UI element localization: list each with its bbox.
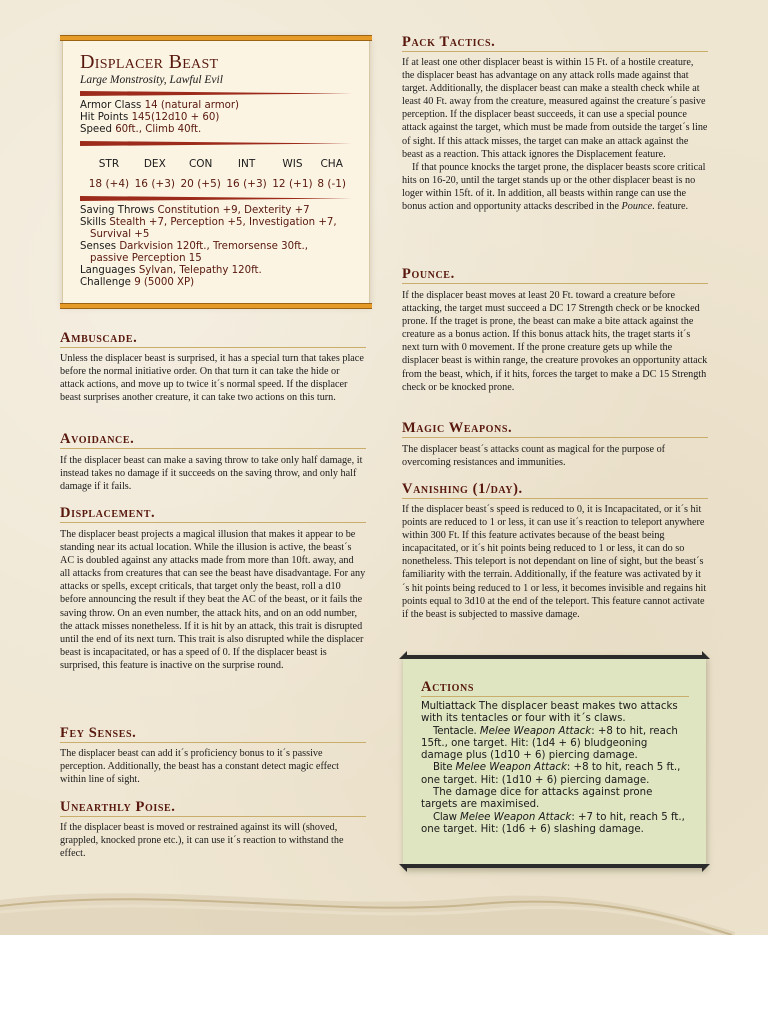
corner-ornament [399, 864, 407, 872]
avoidance-heading: Avoidance. [60, 431, 366, 449]
ability-value: 8 (-1) [317, 178, 347, 190]
ability-value: 20 (+5) [180, 178, 221, 190]
divider [80, 196, 352, 201]
speed-line: Speed 60ft., Climb 40ft. [80, 124, 202, 135]
action-tentacle: Tentacle. Melee Weapon Attack: +8 to hit, reach 15ft., one target. Hit: (1d4 + 6) bludgeoning damage plus (1d10 + 6) piercing damage. [421, 725, 678, 762]
displacement-text: The displacer beast projects a magical illusion that makes it appear to be standing near its actual location. While the illusion is active, the beast´s AC is doubled against any attacks made from more than 10ft. away, and all attacks from creatures that can see the beast have disadvantage. For any attacks or spells, except criticals, that target only the beast, roll a d10 before announcing the result if they beat the AC of the beast, or it fails the saving throw. On an even number, the attack hits, and on an odd number, the attack misses nonetheless. If it is hit by an attack, this trait is disrupted until the end of its next turn. This trait is also disrupted while the displacer beast is incapacitated, or has a speed of 0. If the displacer beast is surprised, this feature is inactive on the surprise round. [60, 529, 366, 671]
action-multiattack: Multiattack The displacer beast makes two attacks with its tentacles or four with it´s claws. [421, 701, 678, 725]
saving-throws-line: Saving Throws Constitution +9, Dexterity +7 [80, 205, 310, 216]
monster-type: Large Monstrosity, Lawful Evil [80, 74, 223, 86]
unearthly-poise-heading: Unearthly Poise. [60, 799, 366, 817]
vanishing-text: If the displacer beast´s speed is reduced to 0, it is Incapacitated, or it´s hit points are reduced to 1 or less, it can use it´s reaction to teleport anywhere within 300 Ft. If this feature activates because of the beast being incapacitated, or it´s hit points being reduced to 1 or less, it can do so nonetheless. This teleport is not dependant on line of sight, but the beast´s familiarity with the terrain. Additionally, if the feature was activated by it´s hit points being reduced to 1 or less, it becomes invisible and regains hit points equal to 3d10 at the end of the teleport. This feature cannot activate if the beast is subjected to massive damage. [402, 504, 707, 620]
action-dice-note: The damage dice for attacks against prone targets are maximised. [421, 787, 653, 811]
actions-box [403, 655, 706, 868]
pounce-heading: Pounce. [402, 266, 708, 284]
action-claw: Claw Melee Weapon Attack: +7 to hit, reach 5 ft., one target. Hit: (1d6 + 6) slashing damage. [421, 811, 685, 835]
action-bite: Bite Melee Weapon Attack: +8 to hit, reach 5 ft., one target. Hit: (1d10 + 6) piercing damage. [421, 762, 681, 786]
skills-line: Skills Stealth +7, Perception +5, Investigation +7, [80, 217, 337, 228]
ability-value: 16 (+3) [134, 178, 175, 190]
languages-line: Languages Sylvan, Telepathy 120ft. [80, 265, 262, 276]
fey-senses-text: The displacer beast can add it´s proficiency bonus to it´s passive perception. Additionally, the beast has a constant detect magic effect within line of sight. [60, 748, 339, 786]
ability-value: 12 (+1) [272, 178, 313, 190]
stat-block-bottom-bar [60, 303, 372, 309]
ability-scores [86, 158, 348, 190]
challenge-line: Challenge 9 (5000 XP) [80, 277, 195, 288]
armor-class-line: Armor Class 14 (natural armor) [80, 100, 240, 111]
stat-block-top-bar [60, 35, 372, 41]
pack-tactics-text: If at least one other displacer beast is within 15 Ft. of a hostile creature, the displacer beast has advantage on any attack rolls made against that target. Additionally, the displacer beast can make a stealth check while at least 40 Ft. away from the creature, measured against the creature´s pasive perception. If the displacer beast succeeds, it can use a special pounce attack against the target, which must be made from outside the target´s line of sight. If this attack misses, the target can make an attack against the beast as a reaction. This attack ignores the Displacement feature. If that pounce knocks the target prone, the displacer beasts score critical hits on 16-20, until the target stands up or the other displacer beast is no loger within 15ft. of it. In addition, all beasts within range can use the bonus action and opportunity attacks described in the Pounce. feature. [402, 57, 708, 213]
unearthly-poise-text: If the displacer beast is moved or restrained against its will (shoved, grappled, knocked prone etc.), it can use it´s reaction to withstand the effect. [60, 822, 344, 860]
fey-senses-heading: Fey Senses. [60, 725, 366, 743]
actions-heading: Actions [421, 679, 689, 697]
displacement-heading: Displacement. [60, 505, 366, 523]
monster-name: Displacer Beast [80, 51, 219, 73]
corner-ornament [702, 651, 710, 659]
pounce-text: If the displacer beast moves at least 20 Ft. toward a creature before attacking, the target must succeed a DC 17 Strength check or be knocked prone. If the traget is prone, the beast can make a bite attack against the creature as a bonus action. If this bonus attack hits, the traget starts it´s next turn with 0 movement. If the prone creature gets up while the displacer beast is within range, the creature provokes an opportunity attack from the beast, which, if it hits, forces the target to make a DC 15 Strength check or be knocked prone. [402, 290, 708, 393]
ambuscade-text: Unless the displacer beast is surprised, it has a special turn that takes place before the normal initiative order. On that turn it can take the hide or attack actions, and move up to twice it´s normal speed. If the displacer beast surprises another creature, it can take two actions on this turn. [60, 353, 364, 404]
footer-ornament [0, 872, 768, 935]
ability-header: INT [237, 158, 256, 170]
avoidance-text: If the displacer beast can make a saving throw to take only half damage, it instead takes no damage if it succeeds on the saving throw, and only half damage if it fails. [60, 455, 363, 493]
actions-list [421, 701, 691, 836]
vanishing-heading: Vanishing (1/day). [402, 481, 708, 499]
ability-header: CHA [320, 158, 343, 170]
ability-header: STR [98, 158, 120, 170]
senses-line: Senses Darkvision 120ft., Tremorsense 30ft., [80, 241, 308, 252]
hit-points-line: Hit Points 145(12d10 + 60) [80, 112, 220, 123]
pack-tactics-heading: Pack Tactics. [402, 34, 708, 52]
corner-ornament [399, 651, 407, 659]
ability-value: 16 (+3) [226, 178, 267, 190]
corner-ornament [702, 864, 710, 872]
magic-weapons-heading: Magic Weapons. [402, 420, 708, 438]
divider [80, 91, 352, 96]
ability-header: CON [188, 158, 213, 170]
senses-line-continued: passive Perception 15 [90, 253, 202, 264]
ability-header: DEX [143, 158, 166, 170]
magic-weapons-text: The displacer beast´s attacks count as magical for the purpose of overcoming resistances and immunities. [402, 444, 666, 469]
ability-value: 18 (+4) [88, 178, 130, 190]
ability-header: WIS [282, 158, 303, 170]
ambuscade-heading: Ambuscade. [60, 330, 366, 348]
stat-block [62, 37, 370, 307]
skills-line-continued: Survival +5 [90, 229, 150, 240]
divider [80, 141, 352, 146]
